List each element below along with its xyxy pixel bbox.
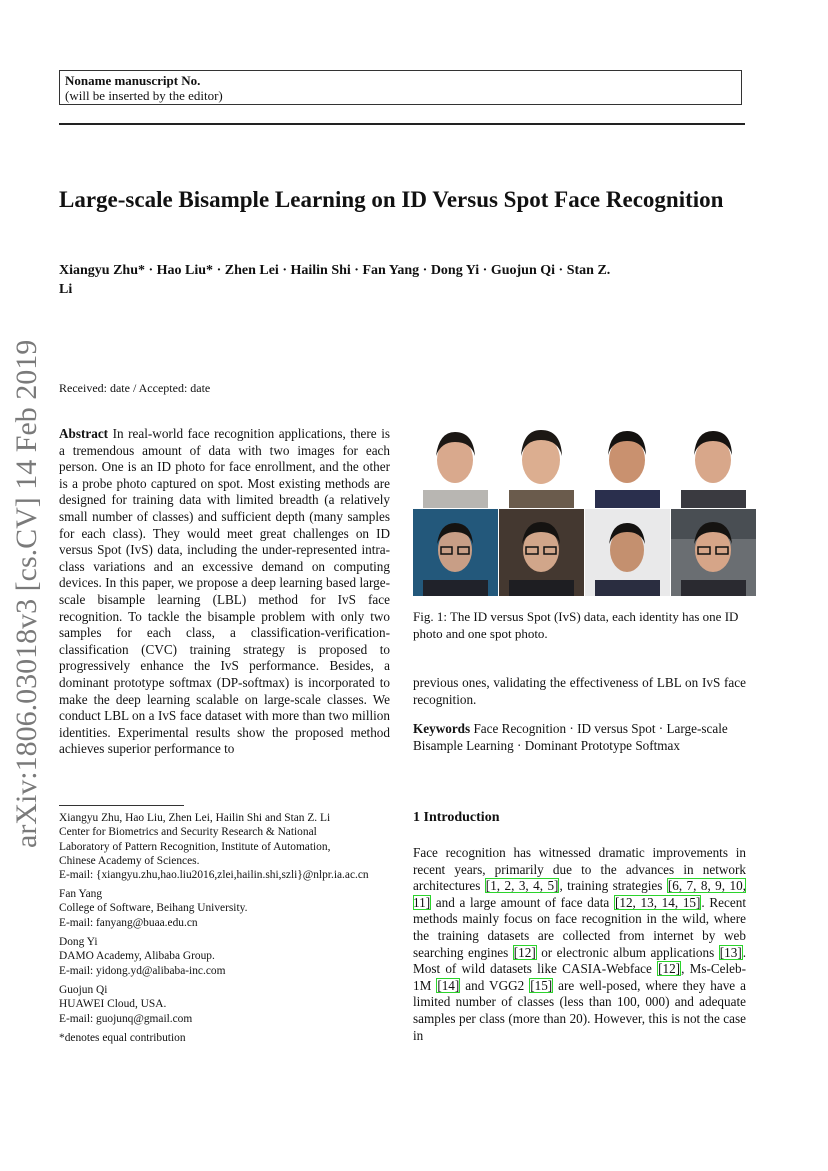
manuscript-header-box [59, 70, 742, 105]
citation-link[interactable]: [13] [719, 944, 742, 960]
spot-photo-3 [585, 509, 670, 596]
author: Fan Yang [362, 263, 420, 278]
id-photo-1 [413, 420, 498, 508]
affiliation-line: Guojun Qi [59, 984, 108, 996]
spot-photo-4 [671, 509, 756, 596]
id-photo-4 [671, 420, 756, 508]
keywords-label: Keywords [413, 721, 471, 736]
affiliation-line: College of Software, Beihang University. [59, 902, 248, 915]
affiliation-email: E-mail: {xiangyu.zhu,hao.liu2016,zlei,hailin.shi,szli}@nlpr.ia.ac.cn [59, 869, 369, 882]
intro-text-run: and a large amount of face data [431, 894, 614, 910]
affiliation-line: Chinese Academy of Sciences. [59, 854, 200, 867]
intro-text-run: and VGG2 [460, 977, 530, 993]
figure-1 [413, 420, 756, 596]
intro-text-run: Face recognition has witnessed dramatic improvements in recent years, primarily due to the advances in network architectures [413, 845, 746, 894]
section-heading-introduction: 1 Introduction [413, 810, 500, 825]
keywords-text: Face Recognition · ID versus Spot · Large-scale Bisample Learning · Dominant Prototype Softmax [413, 721, 728, 753]
citation-link[interactable]: [1, 2, 3, 4, 5] [485, 878, 559, 894]
author: Hailin Shi [290, 263, 351, 278]
abstract-continuation: previous ones, validating the effectiveness of LBL on IvS face recognition. [413, 675, 746, 707]
intro-text-run: . Most of wild datasets like CASIA-Webface [413, 944, 747, 977]
abstract-label: Abstract [59, 426, 109, 441]
abstract [59, 426, 390, 758]
received-date: Received: date / Accepted: date [59, 381, 211, 395]
citation-link[interactable]: [12] [658, 961, 681, 977]
figure-1-caption: Fig. 1: The ID versus Spot (IvS) data, each identity has one ID photo and one spot photo. [413, 609, 739, 641]
spot-photo-1 [413, 509, 498, 596]
figure-1-photos [413, 420, 756, 596]
citation-link[interactable]: [14] [437, 977, 460, 993]
author: Dong Yi [430, 263, 480, 278]
affiliation-line: HUAWEI Cloud, USA. [59, 998, 167, 1011]
intro-text-run: or electronic album applications [536, 944, 719, 960]
citation-link[interactable]: [15] [530, 977, 553, 993]
header-rule [59, 123, 745, 125]
affiliation-line: Laboratory of Pattern Recognition, Institute of Automation, [59, 840, 331, 853]
affiliation-block-3 [59, 935, 409, 978]
keywords [413, 720, 746, 754]
author: Xiangyu Zhu* [59, 263, 145, 278]
affiliation-block-1 [59, 811, 409, 882]
intro-text-run: , Ms-Celeb-1M [413, 961, 746, 993]
editor-note: (will be inserted by the editor) [65, 88, 223, 103]
affiliation-line: Dong Yi [59, 936, 98, 948]
author: Hao Liu* [156, 263, 214, 278]
affiliation-email: E-mail: fanyang@buaa.edu.cn [59, 916, 198, 929]
author-list: Xiangyu Zhu* · Hao Liu* · Zhen Lei · Hailin Shi · Fan Yang · Dong Yi · Guojun Qi · Stan Z. Li [59, 263, 611, 297]
intro-text-run: . Recent methods mainly focus on face recognition in the wild, where the training datasets are collected from internet by web searching engines [413, 894, 746, 960]
footnote-rule [59, 805, 184, 806]
intro-text-run: are well-posed, where they have a limited number of classes (less than 100, 000) and adequate samples per class (more than 20). However, this is not the case in [413, 977, 746, 1043]
intro-text-run: , training strategies [559, 878, 667, 894]
citation-link[interactable]: [6, 7, 8, 9, 10, 11] [413, 878, 746, 910]
author: Guojun Qi [490, 263, 556, 278]
author: Zhen Lei [224, 263, 279, 278]
spot-photo-2 [499, 509, 584, 596]
abstract-text: In real-world face recognition applications, there is a tremendous amount of data with two images for each person. One is an ID photo for face enrollment, and the other is a probe photo captured on spot. Most existing methods are designed for training data with limited breadth (a relatively small number of classes) and sufficient depth (many samples for each class). They would meet great challenges on ID versus Spot (IvS) data, including the under-represented intra-class variations and an excessive demand on computing devices. In this paper, we propose a deep learning based large-scale bisample learning (LBL) method for IvS face recognition. To tackle the bisample problem with only two samples for each class, a classification-verification-classification (CVC) training strategy is proposed to progressively enhance the IvS performance. Besides, a dominant prototype softmax (DP-softmax) is incorporated to make the deep learning scalable on large-scale classes. We conduct LBL on a IvS face dataset with more than two million identities. Experimental results show the proposed method achieves superior performance to [59, 426, 390, 757]
equal-contribution-note: *denotes equal contribution [59, 1032, 186, 1044]
arxiv-stamp: arXiv:1806.03018v3 [cs.CV] 14 Feb 2019 [10, 339, 43, 848]
introduction-text [413, 845, 746, 1044]
affiliation-block-4 [59, 983, 409, 1026]
affiliation-email: E-mail: guojunq@gmail.com [59, 1012, 193, 1025]
affiliation-block-2 [59, 887, 409, 930]
paper-title: Large-scale Bisample Learning on ID Versus Spot Face Recognition [59, 187, 724, 212]
id-photo-3 [585, 420, 670, 508]
affiliation-line: DAMO Academy, Alibaba Group. [59, 950, 215, 963]
affiliation-email: E-mail: yidong.yd@alibaba-inc.com [59, 964, 226, 977]
author: Stan Z. Li [59, 263, 611, 297]
affiliation-line: Xiangyu Zhu, Hao Liu, Zhen Lei, Hailin Shi and Stan Z. Li [59, 812, 331, 824]
citation-link[interactable]: [12, 13, 14, 15] [614, 894, 701, 910]
citation-link[interactable]: [12] [513, 944, 536, 960]
id-photo-2 [499, 420, 584, 508]
affiliation-line: Fan Yang [59, 888, 103, 900]
manuscript-number: Noname manuscript No. [65, 73, 201, 88]
affiliation-line: Center for Biometrics and Security Research & National [59, 826, 317, 839]
